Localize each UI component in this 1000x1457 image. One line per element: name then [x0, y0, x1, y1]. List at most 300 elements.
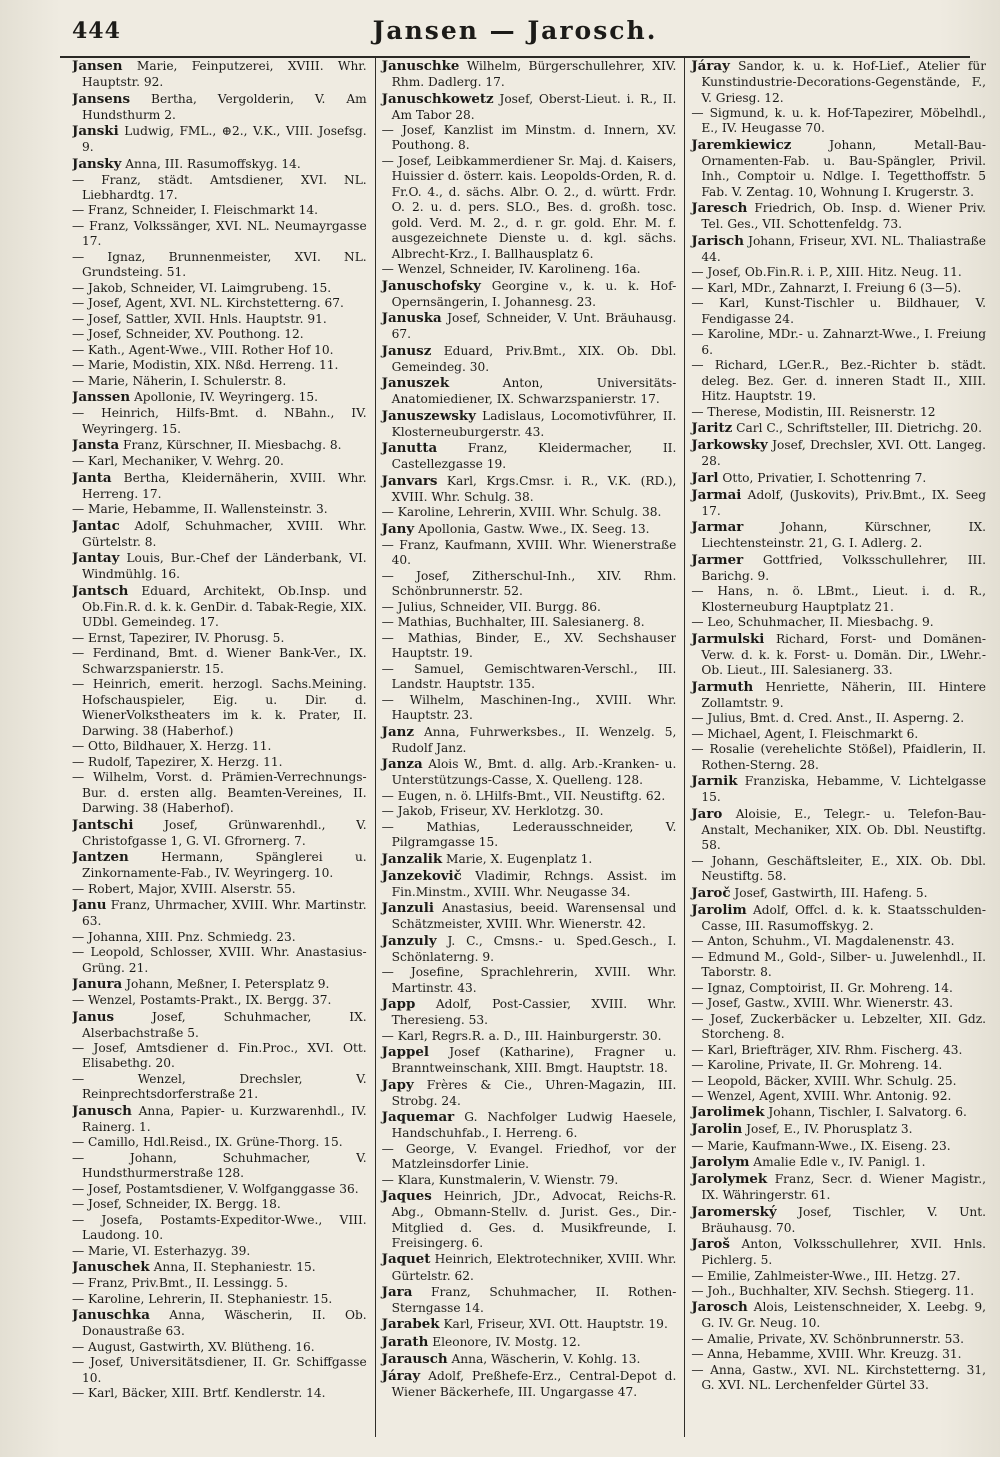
entry-text: Franz, Kürschner, II. Miesbachg. 8.	[123, 438, 342, 453]
entry-text: Eleonore, IV. Mostg. 12.	[432, 1334, 581, 1349]
directory-entry	[691, 584, 986, 615]
entry-text: — Karoline, Private, II. Gr. Mohreng. 14.	[691, 1058, 943, 1073]
entry-text: — Wenzel, Postamts-Prakt., IX. Bergg. 37.	[72, 993, 332, 1008]
directory-entry	[691, 1074, 986, 1089]
entry-text: — Marie, Modistin, XIX. Nßd. Herreng. 11.	[72, 358, 339, 373]
directory-entry	[691, 58, 986, 106]
directory-entry	[382, 154, 677, 262]
directory-entry	[382, 1368, 677, 1401]
directory-entry	[382, 693, 677, 724]
entry-surname: Jaro	[691, 805, 723, 822]
entry-text: Anna, Wäscherin, II. Ob. Donaustraße 63.	[82, 1308, 367, 1339]
directory-entry	[382, 123, 677, 154]
entry-text: Josef, Schuhmacher, IX. Alserbachstraße 5.	[82, 1009, 367, 1040]
directory-entry	[72, 993, 367, 1008]
directory-entry	[72, 1103, 367, 1136]
entry-surname: Janta	[72, 469, 112, 486]
entry-text: — Eugen, n. ö. LHilfs-Bmt., VII. Neustiftg. 62.	[381, 788, 666, 803]
entry-text: — Robert, Major, XVIII. Alserstr. 55.	[72, 881, 296, 896]
directory-entry	[382, 343, 677, 376]
entry-surname: Jansta	[72, 437, 120, 454]
entry-text: — Johann, Geschäftsleiter, E., XIX. Ob. Dbl. Neustiftg. 58.	[691, 853, 987, 884]
entry-surname: Jarmulski	[691, 630, 765, 647]
directory-entry	[72, 1276, 367, 1291]
entry-surname: Jarolymek	[691, 1171, 768, 1187]
directory-entry	[691, 1171, 986, 1204]
directory-entry	[382, 724, 677, 757]
page-header	[60, 12, 970, 58]
directory-entry	[691, 470, 986, 487]
directory-entry	[72, 281, 367, 296]
directory-entry	[72, 406, 367, 437]
entry-text: — Josef, Leibkammerdiener Sr. Maj. d. Kaisers, Huissier d. österr. kais. Leopolds-Orden, R. d. Fr.O. 4., d. sächs. Albr. O. 2., d. württ. Frdr. O. 2. u. d. pers. SLO., Bes. d. großh. tosc. gold. Verd. M. 2., d. r. gr. gold. Ehr. M. f. ausgezeichnete Dienste u. d. kgl. sächs. Albrecht-Krz., I. Ballhausplatz 6.	[381, 153, 677, 261]
entry-text: Henriette, Näherin, III. Hintere Zollamtstr. 9.	[701, 679, 987, 710]
directory-entry	[382, 278, 677, 311]
directory-entry	[382, 756, 677, 789]
directory-entry	[72, 91, 367, 124]
entry-surname: Jaques	[381, 1188, 432, 1205]
entry-text: — Anna, Hebamme, XVIII. Whr. Kreuzg. 31.	[691, 1347, 962, 1362]
entry-text: Adolf, Offcl. d. k. k. Staatsschulden-Casse, III. Rasumoffskyg. 2.	[701, 902, 987, 933]
entry-text: Adolf, Schuhmacher, XVIII. Whr. Gürtelstr. 8.	[82, 518, 367, 549]
entry-text: — Karl, Mechaniker, V. Wehrg. 20.	[72, 454, 284, 469]
directory-entry	[72, 631, 367, 646]
directory-entry	[691, 631, 986, 679]
entry-surname: Jaromerský	[691, 1203, 777, 1220]
entry-text: — Camillo, Hdl.Reisd., IX. Grüne-Thorg. 15.	[72, 1135, 343, 1150]
directory-entry	[691, 281, 986, 296]
entry-surname: Jany	[381, 520, 415, 537]
entry-text: Georgine v., k. u. k. Hof-Opernsängerin, I. Johannesg. 23.	[391, 278, 677, 309]
directory-entry	[72, 389, 367, 406]
directory-entry	[382, 996, 677, 1029]
entry-text: Ludwig, FML., ⊕2., V.K., VIII. Josefsg. 9.	[82, 124, 367, 155]
entry-text: G. Nachfolger Ludwig Haesele, Handschuhfab., I. Herreng. 6.	[391, 1110, 677, 1141]
directory-entry	[691, 106, 986, 137]
entry-text: — Josef, Sattler, XVII. Hnls. Hauptstr. 91.	[72, 311, 327, 326]
directory-entry	[691, 233, 986, 266]
directory-entry	[691, 885, 986, 902]
entry-text: — Rudolf, Tapezirer, X. Herzg. 11.	[72, 754, 283, 769]
directory-entry	[72, 945, 367, 976]
entry-text: Anastasius, beeid. Warensensal und Schätzmeister, XVIII. Whr. Wienerstr. 42.	[391, 901, 677, 932]
entry-text: — Franz, Kaufmann, XVIII. Whr. Wienerstraße 40.	[381, 537, 677, 568]
entry-text: Karl, Krgs.Cmsr. i. R., V.K. (RD.), XVIII. Whr. Schulg. 38.	[391, 473, 677, 504]
entry-surname: Jarabek	[381, 1316, 440, 1333]
entry-surname: Jansens	[72, 90, 131, 107]
entry-text: Josef, Drechsler, XVI. Ott. Langeg. 28.	[701, 438, 987, 469]
entry-surname: Janura	[72, 976, 123, 992]
entry-text: Franz, Schuhmacher, II. Rothen-Sterngasse 14.	[391, 1284, 677, 1315]
directory-entry	[72, 203, 367, 218]
entry-text: Vladimir, Rchngs. Assist. im Fin.Minstm., XVIII. Whr. Neugasse 34.	[391, 868, 677, 899]
entry-text: Hermann, Spänglerei u. Zinkornamente-Fab., IV. Weyringerg. 10.	[82, 850, 367, 881]
entry-text: Franziska, Hebamme, V. Lichtelgasse 15.	[701, 774, 987, 805]
entry-text: Sandor, k. u. k. Hof-Lief., Atelier für Kunstindustrie-Decorations-Gegenstände, F., V. Griesg. 12.	[701, 59, 987, 105]
entry-text: — Kath., Agent-Wwe., VIII. Rother Hof 10.	[72, 342, 334, 357]
directory-entry	[382, 615, 677, 630]
entry-text: — Anna, Gastw., XVI. NL. Kirchstetterng. 31, G. XVI. NL. Lerchenfelder Gürtel 33.	[691, 1362, 987, 1393]
directory-entry	[691, 742, 986, 773]
directory-entry	[72, 1182, 367, 1197]
directory-entry	[72, 437, 367, 454]
directory-entry	[382, 1284, 677, 1317]
entry-text: — Marie, Hebamme, II. Wallensteinstr. 3.	[72, 502, 328, 517]
entry-text: — Ernst, Tapezirer, IV. Phorusg. 5.	[72, 630, 285, 645]
entry-surname: Jantsch	[72, 582, 129, 599]
entry-surname: Jarath	[381, 1333, 429, 1350]
directory-entry	[691, 1012, 986, 1043]
entry-text: Friedrich, Ob. Insp. d. Wiener Priv. Tel. Ges., VII. Schottenfeldg. 73.	[701, 201, 987, 232]
entry-surname: Jaresch	[691, 200, 748, 217]
entry-text: — Marie, VI. Esterhazyg. 39.	[72, 1243, 251, 1258]
entry-text: — Wenzel, Schneider, IV. Karolineng. 16a.	[381, 262, 641, 277]
entry-text: Franz, Secr. d. Wiener Magistr., IX. Währingerstr. 61.	[701, 1172, 987, 1203]
entry-text: Adolf, Preßhefe-Erz., Central-Depot d. Wiener Bäckerhefe, III. Ungargasse 47.	[391, 1368, 677, 1399]
directory-entry	[72, 1307, 367, 1340]
entry-text: — Heinrich, emerit. herzogl. Sachs.Meining. Hofschauspieler, Eig. u. Dir. d. WienerVolkstheaters im k. k. Prater, II. Darwing. 38 (Haberhof.)	[72, 677, 367, 738]
directory-entry	[691, 1269, 986, 1284]
entry-text: — Josef, Schneider, XV. Pouthong. 12.	[72, 327, 304, 342]
entry-text: — Johann, Schuhmacher, V. Hundsthurmerstraße 128.	[72, 1150, 367, 1181]
entry-text: — Klara, Kunstmalerin, V. Wienstr. 79.	[381, 1172, 619, 1187]
entry-surname: Jarl	[691, 469, 719, 486]
directory-entry	[382, 933, 677, 966]
entry-text: — Heinrich, Hilfs-Bmt. d. NBahn., IV. Weyringerg. 15.	[72, 406, 367, 436]
directory-entry	[72, 770, 367, 816]
entry-surname: Januschek	[72, 1259, 150, 1276]
entry-text: Adolf, Post-Cassier, XVIII. Whr. Theresieng. 53.	[391, 997, 677, 1028]
entry-text: — Josef, Schneider, IX. Bergg. 18.	[72, 1197, 281, 1212]
directory-entry	[382, 408, 677, 441]
entry-surname: Jarmar	[691, 519, 744, 536]
directory-entry	[72, 219, 367, 250]
directory-entry	[382, 1142, 677, 1173]
entry-text: — Otto, Bildhauer, X. Herzg. 11.	[72, 739, 272, 754]
directory-entry	[382, 538, 677, 569]
entry-surname: Jaroč	[691, 884, 731, 901]
directory-entry	[382, 1173, 677, 1188]
entry-text: — Wenzel, Agent, XVIII. Whr. Antonig. 92.	[691, 1088, 952, 1103]
directory-entry	[72, 1244, 367, 1259]
entry-text: Franz, Uhrmacher, XVIII. Whr. Martinstr. 63.	[82, 898, 367, 929]
directory-entry	[382, 440, 677, 473]
directory-entry	[72, 502, 367, 517]
directory-entry	[691, 711, 986, 726]
directory-entry	[382, 1109, 677, 1142]
entry-text: Louis, Bur.-Chef der Länderbank, VI. Windmühlg. 16.	[82, 551, 367, 582]
entry-text: — Sigmund, k. u. k. Hof-Tapezirer, Möbelhdl., E., IV. Heugasse 70.	[691, 105, 987, 136]
entry-text: Alois, Leistenschneider, X. Leebg. 9, G. IV. Gr. Neug. 10.	[701, 1300, 987, 1331]
entry-text: — Edmund M., Gold-, Silber- u. Juwelenhdl., II. Taborstr. 8.	[691, 949, 987, 980]
entry-surname: Jarolym	[691, 1153, 750, 1170]
directory-entry	[382, 851, 677, 868]
directory-entry	[72, 1009, 367, 1042]
entry-surname: Jaremkiewicz	[691, 136, 792, 153]
entry-text: Eduard, Priv.Bmt., XIX. Ob. Dbl. Gemeindeg. 30.	[391, 343, 677, 374]
directory-entry	[72, 358, 367, 373]
directory-entry	[691, 420, 986, 437]
directory-entry	[691, 405, 986, 420]
entry-text: Josef, Oberst-Lieut. i. R., II. Am Tabor 28.	[391, 91, 677, 122]
entry-surname: Jarnik	[691, 773, 738, 790]
entry-surname: Janski	[72, 123, 119, 139]
directory-entry	[72, 677, 367, 739]
entry-text: — Josef, Ob.Fin.R. i. P., XIII. Hitz. Neug. 11.	[691, 265, 962, 280]
directory-entry	[72, 1135, 367, 1150]
directory-entry	[691, 981, 986, 996]
entry-surname: Januschke	[381, 58, 460, 74]
entry-text: Frères & Cie., Uhren-Magazin, III. Strobg. 24.	[391, 1077, 677, 1108]
entry-text: — Marie, Kaufmann-Wwe., IX. Eiseng. 23.	[691, 1138, 951, 1153]
directory-entry	[691, 1284, 986, 1299]
entry-text: — Wilhelm, Vorst. d. Prämien-Verrechnungs-Bur. d. ersten allg. Beamten-Vereines, II. Darwing. 38 (Haberhof).	[72, 770, 367, 816]
directory-entry	[72, 755, 367, 770]
directory-entry	[691, 1058, 986, 1073]
entry-surname: Januszewsky	[381, 407, 476, 424]
entry-surname: Jarolim	[691, 901, 747, 918]
entry-text: — Wilhelm, Maschinen-Ing., XVIII. Whr. Hauptstr. 23.	[381, 692, 677, 723]
directory-entry	[382, 1188, 677, 1251]
entry-surname: Jarosch	[691, 1299, 748, 1316]
entry-text: — Rosalie (verehelichte Stößel), Pfaidlerin, II. Rothen-Sterng. 28.	[691, 742, 987, 772]
entry-surname: Jantschi	[72, 816, 134, 833]
entry-text: Bertha, Vergolderin, V. Am Hundsthurm 2.	[82, 91, 367, 122]
directory-entry	[382, 1316, 677, 1333]
directory-entry	[382, 58, 677, 91]
entry-text: Anna, II. Stephaniestr. 15.	[153, 1260, 316, 1275]
directory-entry	[382, 521, 677, 538]
entry-surname: Jaquet	[381, 1251, 431, 1268]
entry-text: Johann, Kürschner, IX. Liechtensteinstr. 21, G. I. Adlerg. 2.	[701, 520, 987, 551]
entry-text: Eduard, Architekt, Ob.Insp. und Ob.Fin.R. d. k. k. GenDir. d. Tabak-Regie, XIX. UDbl. Gemeindeg. 17.	[82, 583, 367, 630]
directory-entry	[382, 310, 677, 343]
entry-text: — Karoline, MDr.- u. Zahnarzt-Wwe., I. Freiung 6.	[691, 327, 987, 357]
entry-surname: Januschkowetz	[381, 90, 494, 107]
directory-entry	[72, 1340, 367, 1355]
entry-text: Josef, Tischler, V. Unt. Bräuhausg. 70.	[701, 1204, 987, 1235]
entry-surname: Jarmuth	[691, 678, 754, 695]
entry-surname: Janz	[381, 723, 415, 740]
entry-text: Johann, Friseur, XVI. NL. Thaliastraße 44.	[701, 233, 987, 264]
entry-text: — Leo, Schuhmacher, II. Miesbachg. 9.	[691, 615, 934, 630]
entry-surname: Janusch	[72, 1102, 132, 1119]
column-right	[684, 58, 986, 1437]
entry-surname: Janssen	[72, 389, 131, 406]
entry-surname: Jarmai	[691, 486, 742, 503]
entry-text: — Josef, Agent, XVI. NL. Kirchstetterng. 67.	[72, 296, 344, 311]
directory-entry	[691, 902, 986, 935]
entry-text: — Franz, städt. Amtsdiener, XVI. NL. Liebhardtg. 17.	[72, 172, 367, 202]
directory-entry	[691, 487, 986, 520]
entry-text: Richard, Forst- und Domänen-Verw. d. k. k. Forst- u. Domän. Dir., LWehr.-Ob. Lieut., III. Salesianerg. 33.	[701, 631, 987, 678]
entry-text: — Karl, Bäcker, XIII. Brtf. Kendlerstr. 14.	[72, 1386, 326, 1401]
directory-entry	[382, 375, 677, 408]
entry-text: Josef, Gastwirth, III. Hafeng. 5.	[734, 885, 928, 900]
entry-text: — Karl, Regrs.R. a. D., III. Hainburgerstr. 30.	[381, 1028, 662, 1043]
directory-entry	[72, 976, 367, 993]
entry-text: Anna, Papier- u. Kurzwarenhdl., IV. Rainerg. 1.	[82, 1103, 367, 1134]
entry-text: Marie, X. Eugenplatz 1.	[446, 851, 593, 866]
entry-text: Heinrich, JDr., Advocat, Reichs-R. Abg., Obmann-Stellv. d. Jurist. Ges., Dir.-Mitglied d. Ges. d. Musikfreunde, I. Freisingerg. 6.	[391, 1189, 677, 1250]
directory-entry	[691, 1121, 986, 1138]
directory-entry	[691, 137, 986, 200]
directory-entry	[382, 1029, 677, 1044]
entry-text: Josef, Grünwarenhdl., V. Christofgasse 1, G. VI. Gfrornerg. 7.	[82, 817, 367, 848]
directory-entry	[382, 1044, 677, 1077]
entry-text: Apollonie, IV. Weyringerg. 15.	[133, 390, 318, 405]
directory-entry	[691, 1154, 986, 1171]
entry-surname: Járay	[691, 58, 730, 74]
entry-text: Gottfried, Volksschullehrer, III. Barichg. 9.	[701, 552, 987, 583]
entry-text: — Franz, Schneider, I. Fleischmarkt 14.	[72, 203, 319, 218]
entry-text: Anna, Wäscherin, V. Kohlg. 13.	[451, 1351, 641, 1366]
directory-entry	[72, 518, 367, 551]
entry-surname: Jansky	[72, 155, 122, 172]
entry-text: — Amalie, Private, XV. Schönbrunnerstr. 53.	[691, 1331, 965, 1346]
entry-text: — Karl, Kunst-Tischler u. Bildhauer, V. Fendigasse 24.	[691, 296, 987, 326]
entry-text: — Leopold, Schlosser, XVIII. Whr. Anastasius-Grüng. 21.	[72, 945, 367, 975]
entry-text: — Josef, Zuckerbäcker u. Lebzelter, XII. Gdz. Storcheng. 8.	[691, 1011, 987, 1042]
entry-surname: Jappel	[381, 1044, 430, 1061]
directory-entry	[72, 470, 367, 503]
directory-entry	[72, 312, 367, 327]
directory-entry	[72, 550, 367, 583]
entry-surname: Jarolin	[691, 1121, 743, 1138]
page-number: 444	[72, 18, 121, 44]
entry-surname: Janza	[381, 756, 423, 773]
directory-entry	[72, 1041, 367, 1072]
entry-text: — Josef, Amtsdiener d. Fin.Proc., XVI. Ott. Elisabethg. 20.	[72, 1041, 367, 1071]
directory-entry	[691, 265, 986, 280]
directory-entry	[382, 804, 677, 819]
entry-surname: Jaquemar	[381, 1109, 455, 1126]
directory-entry	[72, 343, 367, 358]
directory-entry	[691, 327, 986, 358]
entry-text: Ladislaus, Locomotivführer, II. Klosterneuburgerstr. 43.	[391, 408, 677, 439]
entry-surname: Januschofsky	[381, 277, 481, 294]
directory-entry	[691, 1089, 986, 1104]
entry-surname: Jarmer	[691, 551, 744, 568]
directory-entry	[691, 437, 986, 470]
entry-text: — Jakob, Schneider, VI. Laimgrubeng. 15.	[72, 280, 332, 295]
entry-text: — Jakob, Friseur, XV. Herklotzg. 30.	[381, 804, 604, 819]
directory-entry	[691, 934, 986, 949]
directory-entry	[72, 123, 367, 156]
directory-entry	[691, 552, 986, 585]
entry-surname: Japp	[381, 996, 416, 1013]
entry-text: — Karoline, Lehrerin, XVIII. Whr. Schulg. 38.	[381, 505, 662, 520]
entry-text: — Josef, Universitätsdiener, II. Gr. Schiffgasse 10.	[72, 1355, 367, 1385]
directory-entry	[382, 789, 677, 804]
directory-entry	[691, 727, 986, 742]
running-head: Jansen — Jarosch.	[372, 16, 658, 45]
entry-surname: Jantac	[72, 517, 120, 534]
directory-entry	[691, 1236, 986, 1269]
directory-entry	[691, 1332, 986, 1347]
entry-text: Heinrich, Elektrotechniker, XVIII. Whr. Gürtelstr. 62.	[391, 1252, 677, 1283]
entry-text: Anna, Fuhrwerksbes., II. Wenzelg. 5, Rudolf Janz.	[391, 724, 677, 755]
entry-text: — Ignaz, Comptoirist, II. Gr. Mohreng. 14.	[691, 980, 953, 995]
directory-entry	[72, 173, 367, 204]
directory-entry	[691, 200, 986, 233]
directory-entry	[691, 996, 986, 1011]
entry-surname: Januschka	[72, 1307, 150, 1324]
directory-entry	[72, 1197, 367, 1212]
directory-entry	[382, 91, 677, 124]
entry-surname: Jarolimek	[691, 1104, 765, 1121]
entry-text: — Franz, Priv.Bmt., II. Lessingg. 5.	[72, 1276, 288, 1291]
entry-text: — Johanna, XIII. Pnz. Schmiedg. 23.	[72, 929, 296, 944]
entry-text: Amalie Edle v., IV. Panigl. 1.	[753, 1154, 926, 1169]
entry-surname: Jarisch	[691, 232, 744, 249]
directory-entry	[691, 1299, 986, 1332]
entry-text: Anna, III. Rasumoffskyg. 14.	[125, 156, 301, 171]
entry-surname: Janutta	[381, 440, 438, 457]
directory-entry	[691, 358, 986, 404]
directory-entry	[382, 600, 677, 615]
directory-entry	[691, 1139, 986, 1154]
entry-text: — Franz, Volkssänger, XVI. NL. Neumayrgasse 17.	[72, 218, 367, 249]
directory-entry	[382, 631, 677, 662]
directory-entry	[72, 1259, 367, 1276]
entry-text: — Therese, Modistin, III. Reisnerstr. 12	[691, 404, 936, 419]
entry-surname: Jaritz	[691, 420, 733, 437]
entry-text: Wilhelm, Bürgerschullehrer, XIV. Rhm. Dadlerg. 17.	[391, 59, 677, 90]
directory-entry	[691, 1104, 986, 1121]
directory-entry	[691, 1043, 986, 1058]
entry-text: — Josefine, Sprachlehrerin, XVIII. Whr. Martinstr. 43.	[381, 965, 677, 995]
directory-entry	[382, 1077, 677, 1110]
directory-entry	[72, 817, 367, 850]
directory-entry	[72, 454, 367, 469]
directory-entry	[691, 773, 986, 806]
directory-entry	[382, 662, 677, 693]
entry-surname: Janzalik	[381, 850, 443, 867]
directory-entry	[72, 250, 367, 281]
entry-text: Johann, Metall-Bau-Ornamenten-Fab. u. Bau-Spängler, Privil. Inh., Comptoir u. Ndlge. I. Tegetthoffstr. 5 Fab. V. Zentag. 10, Wohnung I. Krugerstr. 3.	[701, 137, 987, 199]
entry-text: Karl, Friseur, XVI. Ott. Hauptstr. 19.	[443, 1317, 668, 1332]
entry-text: — Julius, Bmt. d. Cred. Anst., II. Asperng. 2.	[691, 711, 965, 726]
directory-entry	[382, 1351, 677, 1368]
entry-text: Carl C., Schriftsteller, III. Dietrichg. 20.	[736, 421, 982, 436]
directory-entry	[691, 615, 986, 630]
directory-entry	[691, 519, 986, 552]
entry-text: — Josefa, Postamts-Expeditor-Wwe., VIII. Laudong. 10.	[72, 1212, 367, 1243]
entry-text: — Mathias, Lederausschneider, V. Pilgramgasse 15.	[381, 819, 677, 850]
directory-entry	[72, 849, 367, 882]
entry-text: — August, Gastwirth, XV. Blütheng. 16.	[72, 1339, 315, 1354]
entry-text: — Josef, Postamtsdiener, V. Wolfganggasse 36.	[72, 1181, 359, 1196]
entry-surname: Jantay	[72, 550, 120, 567]
directory-entry	[72, 739, 367, 754]
entry-text: Franz, Kleidermacher, II. Castellezgasse 19.	[391, 441, 677, 472]
directory-entry	[72, 1151, 367, 1182]
entry-columns	[72, 58, 986, 1437]
entry-surname: Janu	[72, 897, 107, 914]
entry-surname: Japy	[381, 1076, 414, 1093]
directory-entry	[72, 882, 367, 897]
entry-text: — Joh., Buchhalter, XIV. Sechsh. Stiegerg. 11.	[691, 1283, 975, 1298]
entry-text: — Mathias, Binder, E., XV. Sechshauser Hauptstr. 19.	[381, 630, 677, 661]
entry-text: — Josef, Gastw., XVIII. Whr. Wienerstr. 43.	[691, 996, 954, 1011]
entry-surname: Janvars	[381, 472, 438, 489]
directory-entry	[72, 930, 367, 945]
entry-surname: Janusz	[381, 342, 432, 359]
directory-entry	[382, 473, 677, 506]
directory-entry	[382, 569, 677, 600]
entry-text: — Michael, Agent, I. Fleischmarkt 6.	[691, 726, 919, 741]
